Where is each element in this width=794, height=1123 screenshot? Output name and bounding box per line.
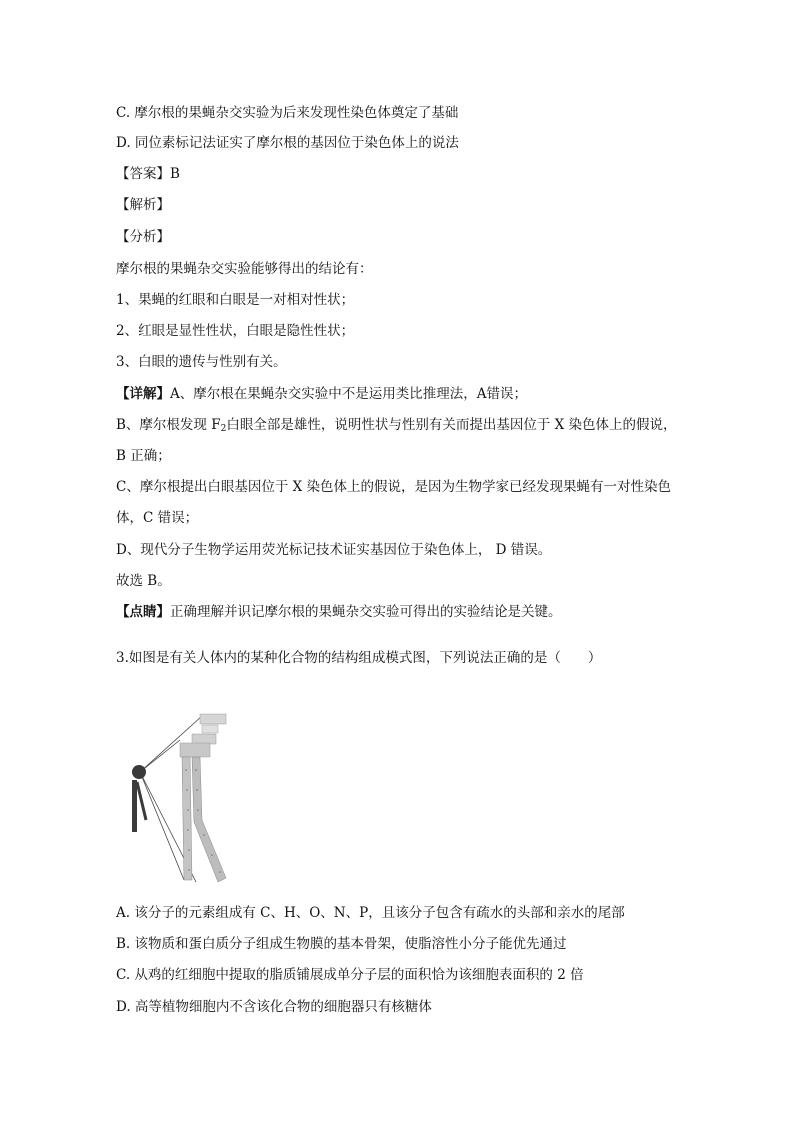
tip-text: 正确理解并识记摩尔根的果蝇杂交实验可得出的实验结论是关键。 xyxy=(170,604,562,620)
question-3-stem: 3.如图是有关人体内的某种化合物的结构组成模式图，下列说法正确的是（ ） xyxy=(116,650,602,666)
analysis-subheading: 【分析】 xyxy=(116,229,170,245)
detail-c-cont: 体，C 错误； xyxy=(116,510,199,526)
conclusion-2: 2、红眼是显性性状，白眼是隐性性状； xyxy=(116,323,355,339)
option-b: B. 该物质和蛋白质分子组成生物膜的基本骨架，使脂溶性小分子能优先通过 xyxy=(116,936,567,952)
option-d-prev: D. 同位素标记法证实了摩尔根的基因位于染色体上的说法 xyxy=(116,135,459,151)
detail-c: C、摩尔根提出白眼基因位于 X 染色体上的假说，是因为生物学家已经发现果蝇有一对性染色 xyxy=(116,479,672,495)
option-c: C. 从鸡的红细胞中提取的脂质铺展成单分子层的面积恰为该细胞表面积的 2 倍 xyxy=(116,967,584,983)
tip-label: 【点睛】 xyxy=(116,604,170,620)
detail-b-cont: B 正确； xyxy=(116,448,171,464)
option-c-prev: C. 摩尔根的果蝇杂交实验为后来发现性染色体奠定了基础 xyxy=(116,105,459,121)
detail-d: D、现代分子生物学运用荧光标记技术证实基因位于染色体上， D 错误。 xyxy=(116,542,552,558)
tip-line xyxy=(116,602,562,622)
analysis-intro: 摩尔根的果蝇杂交实验能够得出的结论有： xyxy=(116,261,373,277)
detail-b-subscript: 2 xyxy=(220,424,227,434)
detail-b xyxy=(116,415,677,435)
conclusion-1: 1、果蝇的红眼和白眼是一对相对性状； xyxy=(116,292,355,308)
choose-line: 故选 B。 xyxy=(116,573,171,589)
detail-a-text: A、摩尔根在果蝇杂交实验中不是运用类比推理法，A错误； xyxy=(170,386,527,402)
answer-line: 【答案】B xyxy=(116,166,180,182)
conclusion-3: 3、白眼的遗传与性别有关。 xyxy=(116,354,287,370)
phospholipid-figure xyxy=(118,710,248,890)
option-d: D. 高等植物细胞内不含该化合物的细胞器只有核糖体 xyxy=(116,999,432,1015)
detail-b-text-1: B、摩尔根发现 F xyxy=(116,417,221,433)
detail-label: 【详解】 xyxy=(116,386,170,402)
analysis-heading: 【解析】 xyxy=(116,197,170,213)
detail-b-text-2: 白眼全部是雄性，说明性状与性别有关而提出基因位于 X 染色体上的假说， xyxy=(226,417,677,433)
detail-a xyxy=(116,384,527,404)
option-a: A. 该分子的元素组成有 C、H、O、N、P，且该分子包含有疏水的头部和亲水的尾部 xyxy=(116,905,625,921)
